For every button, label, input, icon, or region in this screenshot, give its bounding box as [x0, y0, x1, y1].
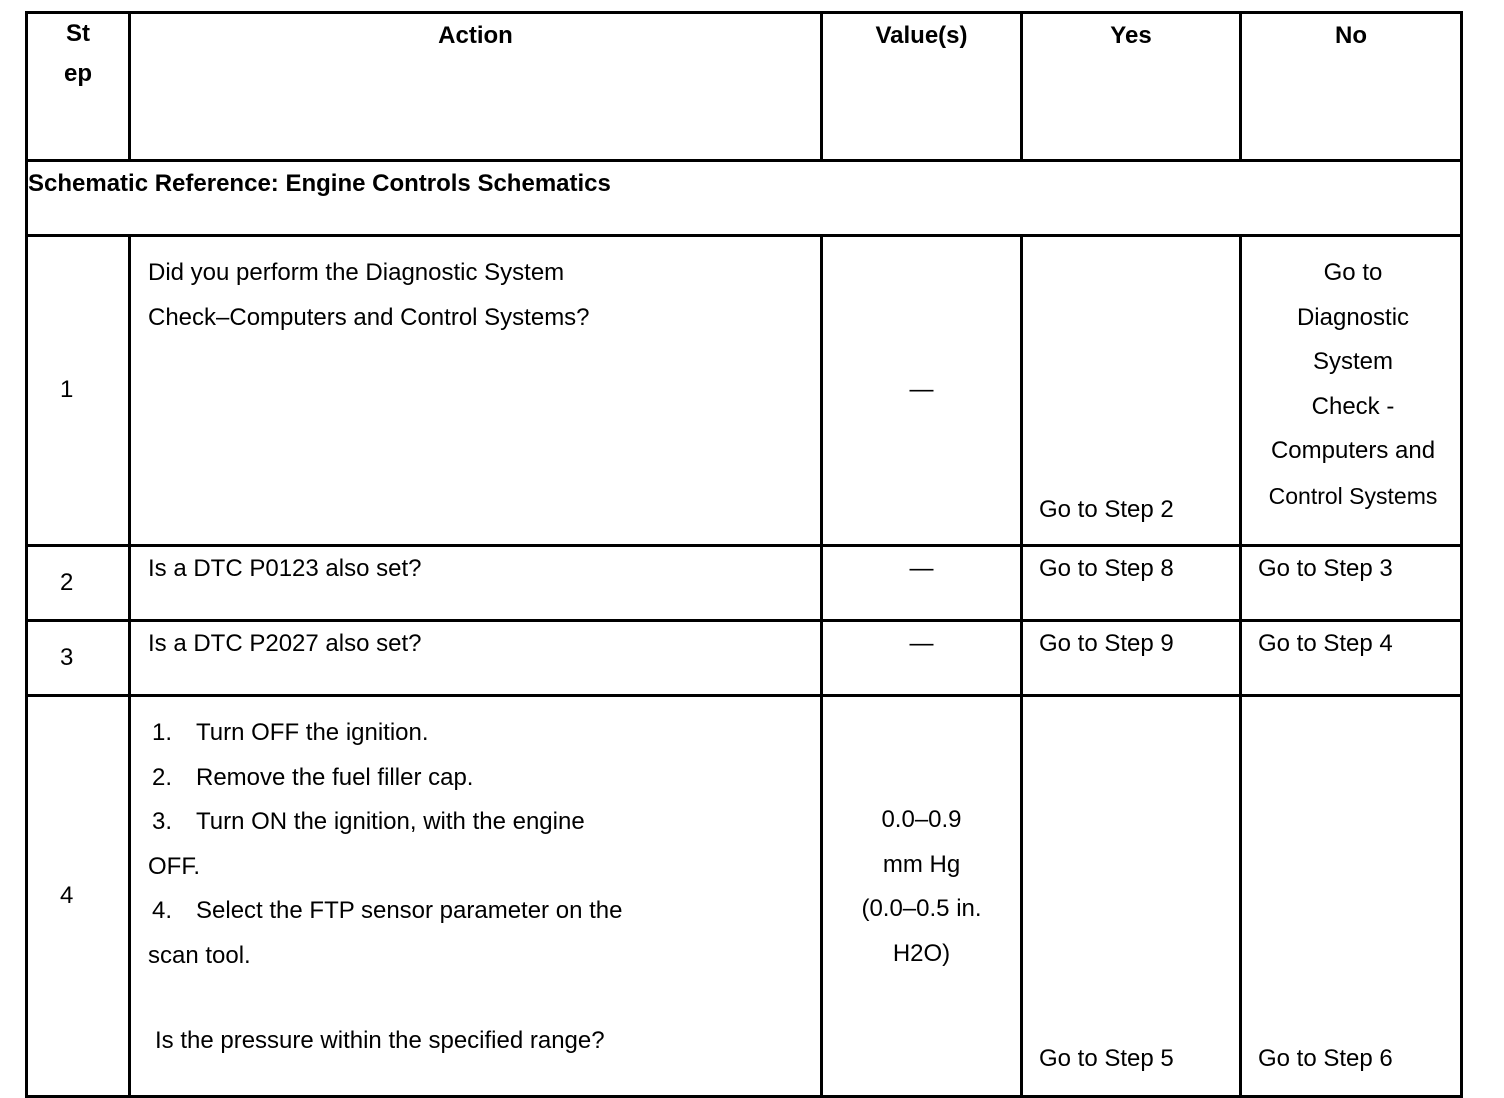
action-list-item	[148, 889, 820, 934]
list-number: 4.	[152, 897, 173, 924]
no-line: Computers and	[1270, 437, 1436, 464]
table-row	[27, 546, 1462, 621]
no-cell	[1241, 236, 1462, 546]
no-line: System	[1312, 348, 1393, 375]
no-cell: Go to Step 4	[1241, 621, 1462, 696]
list-number: 1.	[152, 719, 173, 746]
no-cell: Go to Step 6	[1241, 696, 1462, 1097]
action-cell: Is a DTC P2027 also set?	[130, 621, 822, 696]
value-cell: —	[822, 546, 1022, 621]
step-number: 1	[27, 236, 130, 546]
list-continuation: OFF.	[148, 852, 200, 880]
yes-cell: Go to Step 5	[1022, 696, 1241, 1097]
list-number: 2.	[152, 763, 173, 791]
schematic-reference: Schematic Reference: Engine Controls Schematics	[27, 161, 1462, 236]
list-text: Turn OFF the ignition.	[196, 719, 429, 746]
value-cell: —	[822, 236, 1022, 546]
list-text: Select the FTP sensor parameter on the	[196, 897, 623, 924]
yes-cell: Go to Step 8	[1022, 546, 1241, 621]
no-line: Check -	[1311, 392, 1395, 420]
step-number: 4	[27, 696, 130, 1097]
header-step	[27, 13, 130, 161]
value-line: H2O)	[892, 939, 951, 967]
no-line: Control Systems	[1268, 482, 1438, 509]
diagnostic-table	[25, 11, 1463, 1098]
step-number: 2	[27, 546, 130, 621]
yes-cell: Go to Step 9	[1022, 621, 1241, 696]
action-line: Check–Computers and Control Systems?	[148, 303, 590, 331]
value-line: mm Hg	[882, 850, 961, 878]
action-cell: Is a DTC P0123 also set?	[130, 546, 822, 621]
action-cell	[130, 236, 822, 546]
value-cell: —	[822, 621, 1022, 696]
action-list-item	[148, 756, 820, 801]
header-yes: Yes	[1022, 13, 1241, 161]
table-row	[27, 696, 1462, 1097]
header-step-line-1: St	[66, 20, 90, 47]
list-text: Remove the fuel filler cap.	[196, 763, 474, 791]
value-line: (0.0–0.5 in.	[861, 895, 982, 922]
table-row	[27, 621, 1462, 696]
value-cell	[822, 696, 1022, 1097]
no-cell: Go to Step 3	[1241, 546, 1462, 621]
table-row	[27, 236, 1462, 546]
no-line: Go to	[1323, 259, 1383, 286]
header-action: Action	[130, 13, 822, 161]
header-row	[27, 13, 1462, 161]
yes-cell: Go to Step 2	[1022, 236, 1241, 546]
list-number: 3.	[152, 808, 173, 835]
action-list-item	[148, 711, 820, 756]
header-values: Value(s)	[822, 13, 1022, 161]
step-number: 3	[27, 621, 130, 696]
value-line: 0.0–0.9	[881, 806, 962, 833]
list-continuation: scan tool.	[148, 941, 251, 969]
schematic-reference-row	[27, 161, 1462, 236]
list-text: Turn ON the ignition, with the engine	[196, 808, 585, 835]
no-line: Diagnostic	[1296, 303, 1410, 331]
action-list-item	[148, 800, 820, 845]
header-no: No	[1241, 13, 1462, 161]
header-step-line-2: ep	[63, 60, 92, 87]
action-line: Did you perform the Diagnostic System	[148, 259, 565, 286]
action-question: Is the pressure within the specified range?	[155, 1027, 605, 1054]
action-cell	[130, 696, 822, 1097]
